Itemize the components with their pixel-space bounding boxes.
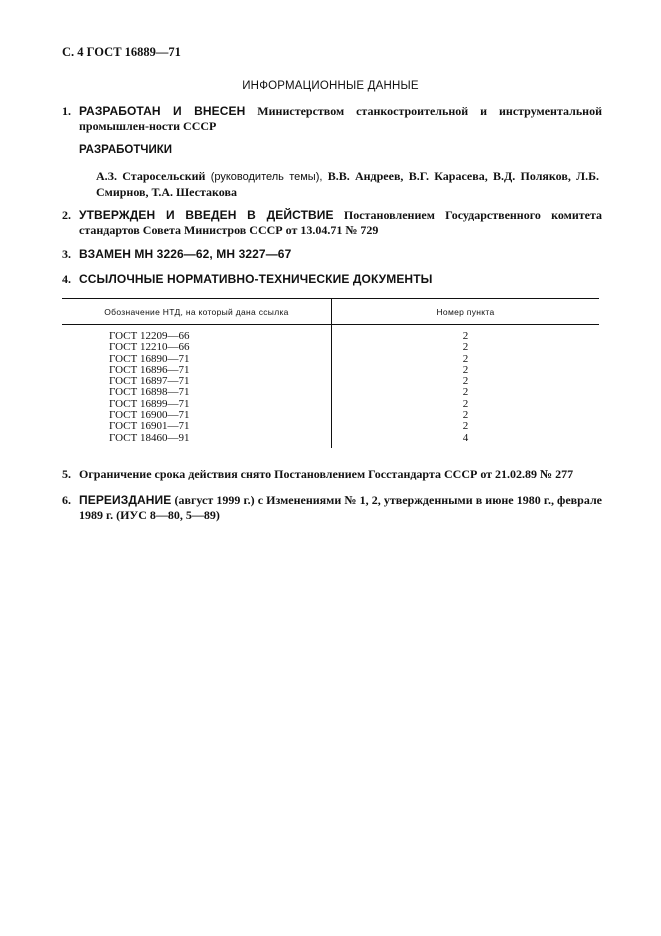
section-title: ИНФОРМАЦИОННЫЕ ДАННЫЕ (242, 80, 419, 92)
developers-list (96, 169, 599, 200)
clause-cell: 4 (462, 431, 469, 444)
item-number: 1. (62, 104, 71, 118)
clause-cell: 2 (462, 386, 469, 399)
other-developers: В.В. Андреев, В.Г. Карасева, В.Д. Поляков, Л.Б. Смирнов, Т.А. Шестакова (96, 169, 600, 199)
clause-cell: 2 (462, 420, 469, 433)
doc-cell: ГОСТ 16900—71 (62, 410, 332, 421)
item-text: Ограничение срока действия снято Постановлением Госстандарта СССР от 21.02.89 № 277 (79, 467, 574, 481)
table-row (62, 325, 599, 343)
doc-cell: ГОСТ 16899—71 (62, 399, 332, 410)
clause-cell: 2 (462, 363, 469, 376)
info-item-3 (62, 247, 602, 262)
item-number: 5. (62, 467, 71, 481)
item-number: 3. (62, 247, 71, 261)
item-lead: ПЕРЕИЗДАНИЕ (79, 493, 172, 507)
doc-cell: ГОСТ 16896—71 (62, 365, 332, 376)
column-header-document: Обозначение НТД, на который дана ссылка (62, 299, 332, 325)
item-lead: ССЫЛОЧНЫЕ НОРМАТИВНО-ТЕХНИЧЕСКИЕ ДОКУМЕНТЫ (79, 272, 433, 286)
info-item-2 (62, 208, 602, 238)
table-row (62, 342, 599, 353)
doc-cell: ГОСТ 16897—71 (62, 376, 332, 387)
column-header-clause: Номер пункта (332, 299, 600, 325)
clause-cell: 2 (462, 352, 469, 365)
info-item-6 (62, 493, 602, 523)
item-text: Постановлением Государственного комитета стандартов Совета Министров СССР от 13.04.71 № 729 (79, 208, 602, 237)
table-row (62, 421, 599, 432)
clause-cell: 2 (462, 341, 469, 354)
doc-cell: ГОСТ 12209—66 (62, 325, 332, 343)
lead-developer-role: (руководитель темы), (210, 171, 323, 183)
doc-cell: ГОСТ 16898—71 (62, 387, 332, 398)
clause-cell: 2 (462, 330, 469, 342)
doc-cell: ГОСТ 16890—71 (62, 354, 332, 365)
item-number: 4. (62, 272, 71, 286)
item-lead: ВЗАМЕН МН 3226—62, МН 3227—67 (79, 247, 292, 261)
info-item-4 (62, 272, 602, 287)
clause-cell: 2 (462, 397, 469, 410)
doc-cell: ГОСТ 16901—71 (62, 421, 332, 432)
item-number: 6. (62, 493, 71, 507)
item-text: Министерством станкостроительной и инструментальной промышлен-ности СССР (79, 104, 603, 133)
reference-table (62, 298, 599, 448)
info-item-5 (62, 467, 602, 482)
item-number: 2. (62, 208, 71, 222)
info-item-1 (62, 104, 602, 134)
developers-title: РАЗРАБОТЧИКИ (79, 144, 172, 156)
item-lead: РАЗРАБОТАН И ВНЕСЕН (79, 104, 246, 118)
doc-cell: ГОСТ 18460—91 (62, 433, 332, 448)
page-header: С. 4 ГОСТ 16889—71 (62, 45, 181, 59)
table-row (62, 433, 599, 448)
table-header-row (62, 299, 599, 325)
lead-developer-name: А.З. Старосельский (96, 169, 206, 183)
item-lead: УТВЕРЖДЕН И ВВЕДЕН В ДЕЙСТВИЕ (79, 208, 334, 222)
clause-cell: 2 (462, 409, 469, 422)
clause-cell: 2 (462, 375, 469, 388)
doc-cell: ГОСТ 12210—66 (62, 342, 332, 353)
item-text: (август 1999 г.) с Изменениями № 1, 2, утвержденными в июне 1980 г., феврале 1989 г. (ИУС 8—80, 5—89) (79, 493, 602, 522)
